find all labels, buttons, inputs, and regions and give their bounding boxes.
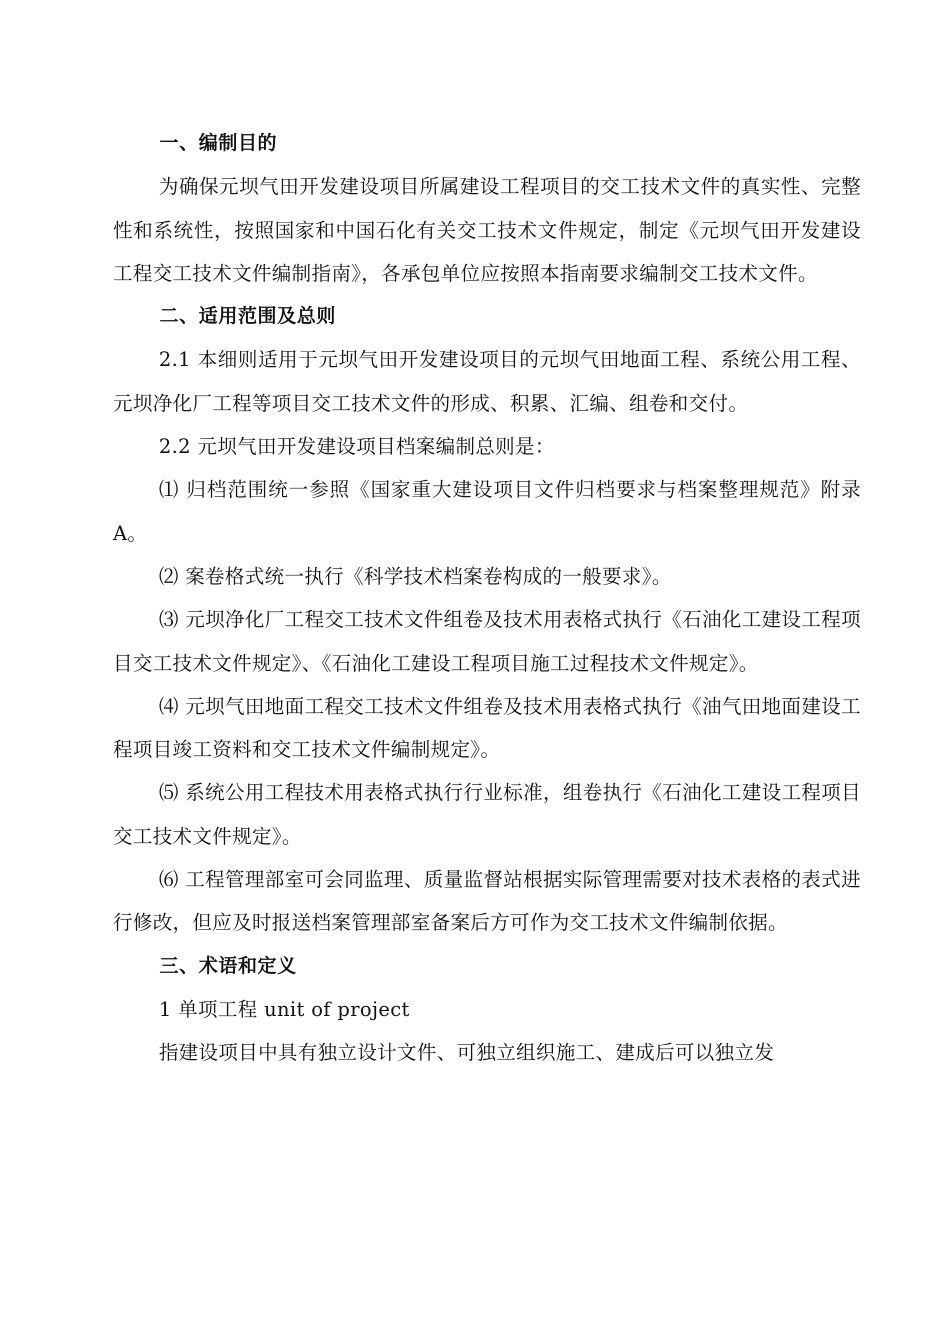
document-body — [113, 122, 861, 1075]
section-heading-scope: 二、适用范围及总则 — [159, 305, 336, 328]
purpose-paragraph: 为确保元坝气田开发建设项目所属建设工程项目的交工技术文件的真实性、完整性和系统性，按照国家和中国石化有关交工技术文件规定，制定《元坝气田开发建设工程交工技术文件编制指南》，各承包单位应按照本指南要求编制交工技术文件。 — [113, 175, 861, 285]
scope-paragraph-2-1: 2.1 本细则适用于元坝气田开发建设项目的元坝气田地面工程、系统公用工程、元坝净化厂工程等项目交工技术文件的形成、积累、汇编、组卷和交付。 — [113, 348, 861, 415]
scope-paragraph-2-2: 2.2 元坝气田开发建设项目档案编制总则是： — [158, 435, 555, 459]
rule-item-5: ⑸ 系统公用工程技术用表格式执行行业标准，组卷执行《石油化工建设工程项目交工技术文件规定》。 — [113, 781, 861, 848]
rule-item-4: ⑷ 元坝气田地面工程交工技术文件组卷及技术用表格式执行《油气田地面建设工程项目竣工资料和交工技术文件编制规定》。 — [113, 694, 861, 762]
rule-item-1: ⑴ 归档范围统一参照《国家重大建设项目文件归档要求与档案整理规范》附录 A。 — [113, 478, 861, 545]
rule-item-2: ⑵ 案卷格式统一执行《科学技术档案卷构成的一般要求》。 — [158, 564, 672, 588]
section-heading-purpose: 一、编制目的 — [159, 132, 278, 154]
section-heading-terms: 三、术语和定义 — [159, 954, 297, 977]
term-title-unit-of-project: 1 单项工程 unit of project — [158, 997, 410, 1021]
term-definition-unit-of-project: 指建设项目中具有独立设计文件、可独立组织施工、建成后可以独立发 — [158, 1041, 775, 1065]
rule-item-6: ⑹ 工程管理部室可会同监理、质量监督站根据实际管理需要对技术表格的表式进行修改，但应及时报送档案管理部室备案后方可作为交工技术文件编制依据。 — [113, 868, 861, 935]
rule-item-3: ⑶ 元坝净化厂工程交工技术文件组卷及技术用表格式执行《石油化工建设工程项目交工技术文件规定》、《石油化工建设工程项目施工过程技术文件规定》。 — [113, 608, 861, 675]
